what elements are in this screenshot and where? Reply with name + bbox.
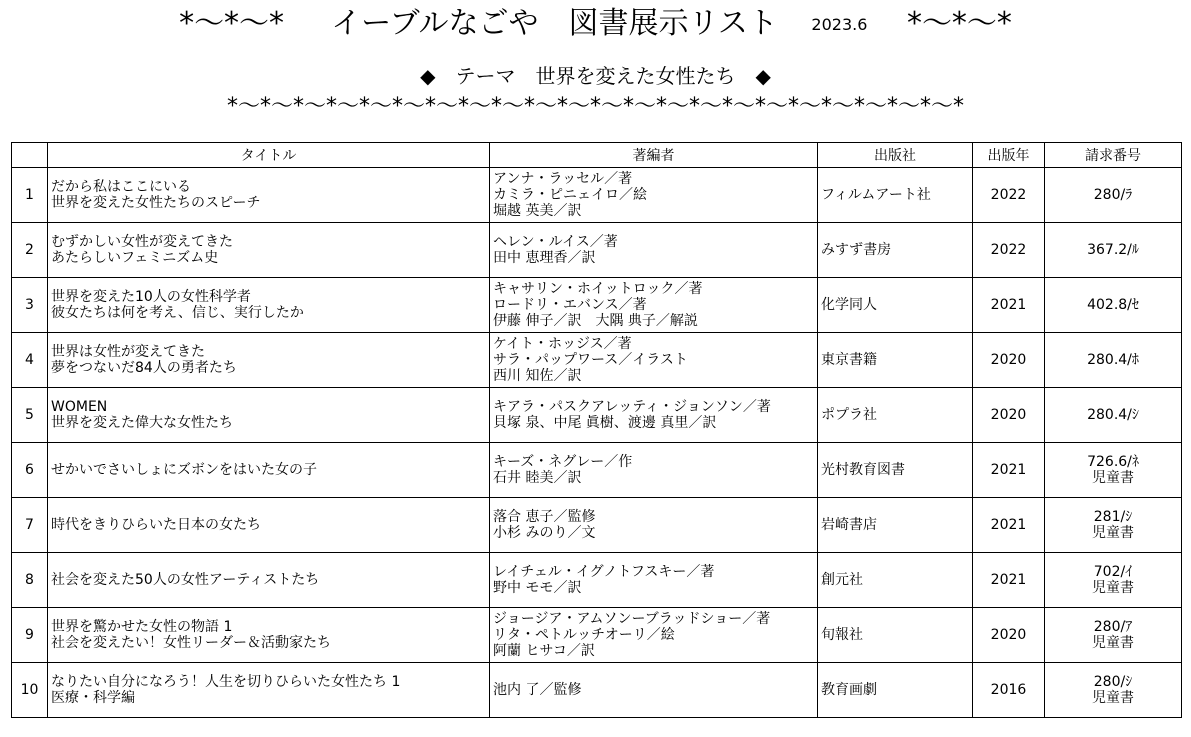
book-publisher: みすず書房 (818, 223, 973, 278)
book-title (48, 333, 490, 388)
call-number (1045, 443, 1182, 498)
book-authors (490, 498, 818, 553)
table-row (12, 608, 1182, 663)
book-title (48, 663, 490, 718)
call-number-line: 児童書 (1092, 635, 1134, 651)
call-number-line: 280/ｱ (1093, 619, 1133, 635)
call-number-line: 児童書 (1092, 580, 1134, 596)
book-authors (490, 443, 818, 498)
book-authors-line: 堀越 英美／訳 (493, 203, 582, 219)
call-number (1045, 608, 1182, 663)
call-number-line: 726.6/ﾈ (1087, 454, 1139, 470)
book-title-line: 世界を変えた偉大な女性たち (51, 415, 233, 431)
book-authors-line: ジョージア・アムソンーブラッドショー／著 (493, 611, 771, 627)
publication-year: 2022 (973, 223, 1045, 278)
book-title-line: 医療・科学編 (51, 690, 135, 706)
deco-left: *〜*〜* (179, 6, 285, 41)
book-authors-line: 野中 モモ／訳 (493, 580, 582, 596)
book-publisher: 東京書籍 (818, 333, 973, 388)
book-title-line: なりたい自分になろう！人生を切りひらいた女性たち 1 (51, 674, 401, 690)
call-number (1045, 498, 1182, 553)
call-number-line: 児童書 (1092, 690, 1134, 706)
row-number: 8 (12, 553, 48, 608)
book-title-line: 世界を驚かせた女性の物語 1 (51, 619, 233, 635)
table-row (12, 168, 1182, 223)
table-row (12, 333, 1182, 388)
book-publisher: 旬報社 (818, 608, 973, 663)
book-title (48, 553, 490, 608)
publication-year: 2020 (973, 388, 1045, 443)
book-title-line: 世界を変えた10人の女性科学者 (51, 289, 251, 305)
book-authors (490, 663, 818, 718)
book-authors (490, 278, 818, 333)
book-publisher: ポプラ社 (818, 388, 973, 443)
col-header-call-number: 請求番号 (1045, 143, 1182, 168)
table-header-row (12, 143, 1182, 168)
theme-heading: ◆ テーマ 世界を変えた女性たち ◆ (420, 64, 771, 88)
decorative-divider: *〜*〜*〜*〜*〜*〜*〜*〜*〜*〜*〜*〜*〜*〜*〜*〜*〜*〜*〜*〜*〜*〜* (226, 94, 964, 119)
book-publisher: 光村教育図書 (818, 443, 973, 498)
book-authors (490, 333, 818, 388)
row-number: 7 (12, 498, 48, 553)
book-title (48, 388, 490, 443)
row-number: 6 (12, 443, 48, 498)
book-title-line: WOMEN (51, 399, 108, 415)
publication-year: 2020 (973, 333, 1045, 388)
publication-year: 2021 (973, 498, 1045, 553)
book-authors-line: アンナ・ラッセル／著 (493, 171, 633, 187)
book-authors (490, 553, 818, 608)
call-number (1045, 663, 1182, 718)
book-authors-line: 田中 恵理香／訳 (493, 250, 596, 266)
row-number: 2 (12, 223, 48, 278)
book-authors-line: キーズ・ネグレー／作 (493, 454, 633, 470)
table-row (12, 498, 1182, 553)
table-row (12, 388, 1182, 443)
row-number: 10 (12, 663, 48, 718)
book-list-table (11, 142, 1182, 718)
deco-right: *〜*〜* (906, 6, 1012, 41)
book-publisher: 教育画劇 (818, 663, 973, 718)
publication-year: 2016 (973, 663, 1045, 718)
publication-year: 2022 (973, 168, 1045, 223)
table-row (12, 663, 1182, 718)
book-authors-line: キャサリン・ホイットロック／著 (493, 281, 703, 297)
call-number-line: 280/ﾗ (1093, 187, 1133, 203)
publication-year: 2021 (973, 443, 1045, 498)
call-number (1045, 388, 1182, 443)
book-title-line: だから私はここにいる (51, 179, 191, 195)
page-title: イーブルなごや 図書展示リスト (331, 6, 778, 41)
row-number: 3 (12, 278, 48, 333)
call-number-line: 367.2/ﾙ (1087, 242, 1139, 258)
book-authors-line: リタ・ペトルッチオーリ／絵 (493, 627, 675, 643)
row-number: 4 (12, 333, 48, 388)
book-authors-line: サラ・パップワース／イラスト (493, 352, 688, 368)
book-title (48, 443, 490, 498)
book-title (48, 498, 490, 553)
call-number-line: 児童書 (1092, 470, 1134, 486)
table-row (12, 223, 1182, 278)
col-header-publisher: 出版社 (818, 143, 973, 168)
call-number (1045, 278, 1182, 333)
book-authors (490, 388, 818, 443)
book-title-line: 彼女たちは何を考え、信じ、実行したか (51, 305, 304, 321)
book-title (48, 278, 490, 333)
call-number (1045, 223, 1182, 278)
col-header-title: タイトル (48, 143, 490, 168)
book-title (48, 608, 490, 663)
title-line (0, 6, 1191, 43)
call-number-line: 281/ｼ (1093, 509, 1133, 525)
book-title (48, 168, 490, 223)
col-header-year: 出版年 (973, 143, 1045, 168)
book-publisher: フィルムアート社 (818, 168, 973, 223)
call-number (1045, 333, 1182, 388)
book-authors-line: キアラ・パスクアレッティ・ジョンソン／著 (493, 399, 771, 415)
book-authors-line: カミラ・ピニェイロ／絵 (493, 187, 647, 203)
book-authors-line: 伊藤 伸子／訳 大隅 典子／解説 (493, 313, 698, 329)
call-number-line: 280.4/ﾎ (1087, 352, 1139, 368)
col-header-author: 著編者 (490, 143, 818, 168)
publication-year: 2020 (973, 608, 1045, 663)
book-authors-line: レイチェル・イグノトフスキー／著 (493, 564, 715, 580)
call-number-line: 402.8/ｾ (1087, 297, 1139, 313)
book-authors-line: ロードリ・エバンス／著 (493, 297, 647, 313)
book-title-line: 社会を変えた50人の女性アーティストたち (51, 572, 320, 588)
book-title-line: 世界は女性が変えてきた (51, 344, 205, 360)
call-number (1045, 553, 1182, 608)
book-title-line: 社会を変えたい！女性リーダー＆活動家たち (51, 635, 331, 651)
book-authors-line: ケイト・ホッジス／著 (493, 336, 632, 352)
book-authors-line: 西川 知佐／訳 (493, 368, 582, 384)
row-number: 1 (12, 168, 48, 223)
book-title-line: むずかしい女性が変えてきた (51, 234, 233, 250)
col-header-number (12, 143, 48, 168)
table-row (12, 278, 1182, 333)
table-row (12, 443, 1182, 498)
call-number-line: 280.4/ｼ (1087, 407, 1139, 423)
book-publisher: 岩崎書店 (818, 498, 973, 553)
book-title-line: あたらしいフェミニズム史 (51, 250, 219, 266)
book-authors (490, 168, 818, 223)
table-row (12, 553, 1182, 608)
list-date: 2023.6 (811, 14, 868, 34)
book-title-line: 世界を変えた女性たちのスピーチ (51, 195, 261, 211)
book-publisher: 化学同人 (818, 278, 973, 333)
book-authors-line: 池内 了／監修 (493, 682, 582, 698)
page-header (0, 0, 1191, 140)
book-authors-line: 石井 睦美／訳 (493, 470, 582, 486)
book-authors-line: 落合 恵子／監修 (493, 509, 596, 525)
book-authors-line: 小杉 みのり／文 (493, 525, 596, 541)
publication-year: 2021 (973, 553, 1045, 608)
book-title-line: せかいでさいしょにズボンをはいた女の子 (51, 462, 317, 478)
book-authors (490, 223, 818, 278)
book-title (48, 223, 490, 278)
row-number: 9 (12, 608, 48, 663)
book-title-line: 時代をきりひらいた日本の女たち (51, 517, 261, 533)
call-number-line: 702/ｲ (1093, 564, 1133, 580)
row-number: 5 (12, 388, 48, 443)
publication-year: 2021 (973, 278, 1045, 333)
book-title-line: 夢をつないだ84人の勇者たち (51, 360, 237, 376)
book-authors-line: 貝塚 泉、中尾 眞樹、渡邊 真里／訳 (493, 415, 717, 431)
book-authors-line: 阿蘭 ヒサコ／訳 (493, 643, 595, 659)
table-body (12, 168, 1182, 718)
call-number-line: 280/ｼ (1093, 674, 1133, 690)
book-publisher: 創元社 (818, 553, 973, 608)
call-number-line: 児童書 (1092, 525, 1134, 541)
call-number (1045, 168, 1182, 223)
book-authors (490, 608, 818, 663)
book-authors-line: ヘレン・ルイス／著 (493, 234, 618, 250)
